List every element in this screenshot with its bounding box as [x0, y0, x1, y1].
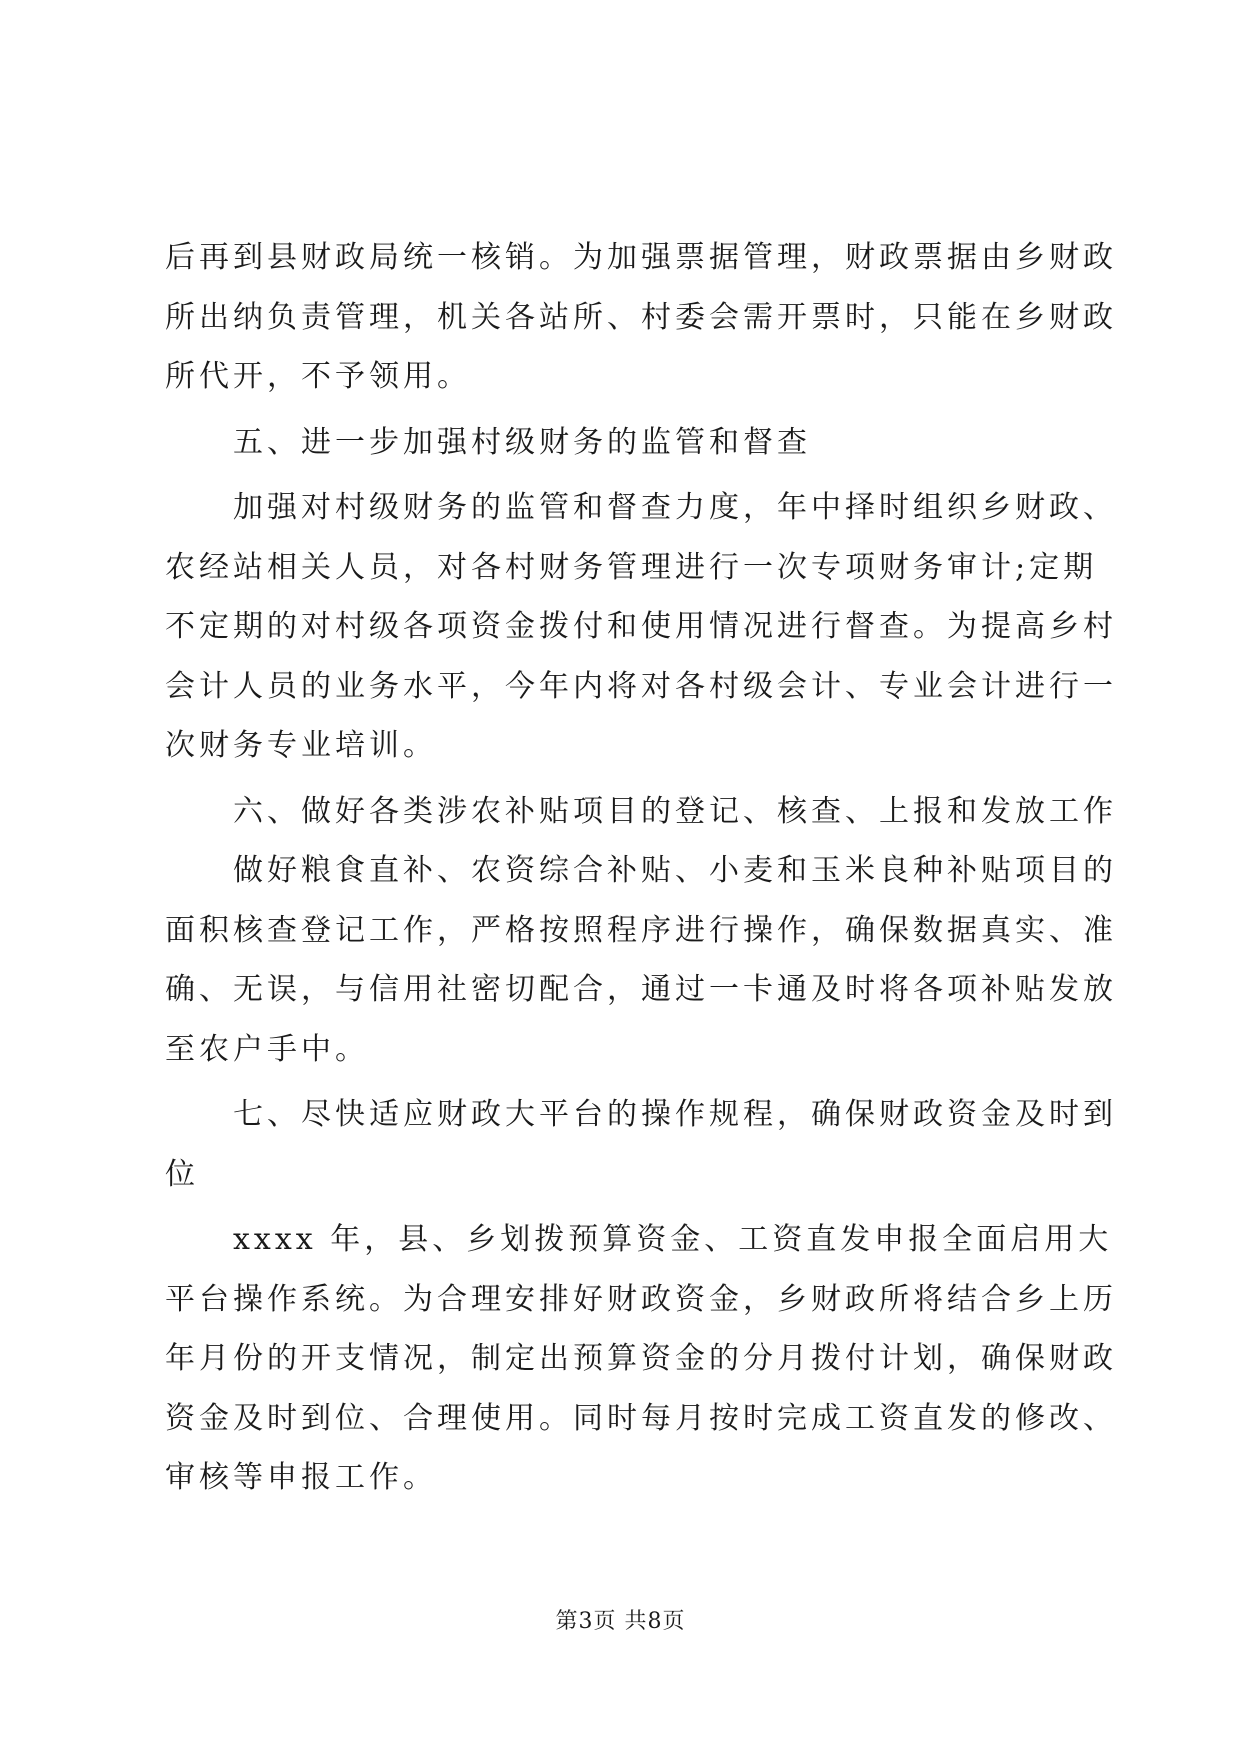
section-heading	[165, 782, 1117, 842]
paragraph	[165, 841, 1117, 1079]
text-line: 后再到县财政局统一核销。为加强票据管理，财政票据由乡财政	[165, 240, 1117, 275]
heading-line: 位	[165, 1156, 199, 1192]
paragraph	[165, 478, 1117, 776]
paragraph	[165, 228, 1117, 407]
heading-line: 五、进一步加强村级财务的监管和督查	[233, 424, 811, 460]
text-line: 所出纳负责管理，机关各站所、村委会需开票时，只能在乡财政	[165, 299, 1117, 335]
text-line: 会计人员的业务水平，今年内将对各村级会计、专业会计进行一	[165, 668, 1117, 704]
text-line: 面积核查登记工作，严格按照程序进行操作，确保数据真实、准	[165, 912, 1117, 948]
text-line: 做好粮食直补、农资综合补贴、小麦和玉米良种补贴项目的	[233, 853, 1117, 888]
text-line: 资金及时到位、合理使用。同时每月按时完成工资直发的修改、	[165, 1400, 1117, 1436]
section-heading	[165, 1085, 1117, 1204]
section-heading	[165, 413, 1085, 473]
text-line: 不定期的对村级各项资金拨付和使用情况进行督查。为提高乡村	[165, 609, 1117, 644]
text-line: xxxx 年，县、乡划拨预算资金、工资直发申报全面启用大	[233, 1222, 1113, 1257]
text-line: 平台操作系统。为合理安排好财政资金，乡财政所将结合乡上历	[165, 1281, 1117, 1317]
heading-line: 七、尽快适应财政大平台的操作规程，确保财政资金及时到	[233, 1097, 1117, 1132]
paragraph	[165, 1210, 1117, 1508]
text-line: 农经站相关人员，对各村财务管理进行一次专项财务审计;定期	[165, 549, 1098, 585]
text-line: 加强对村级财务的监管和督查力度，年中择时组织乡财政、	[233, 490, 1117, 525]
text-line: 审核等申报工作。	[165, 1460, 437, 1495]
text-line: 至农户手中。	[165, 1031, 369, 1067]
text-line: 确、无误，与信用社密切配合，通过一卡通及时将各项补贴发放	[165, 972, 1117, 1007]
text-line: 年月份的开支情况，制定出预算资金的分月拨付计划，确保财政	[165, 1341, 1117, 1376]
text-line: 次财务专业培训。	[165, 728, 437, 763]
page-footer: 第3页 共8页	[555, 1609, 686, 1634]
text-line: 所代开，不予领用。	[165, 359, 471, 394]
document-body	[165, 228, 1117, 1508]
heading-line: 六、做好各类涉农补贴项目的登记、核查、上报和发放工作	[233, 793, 1117, 829]
